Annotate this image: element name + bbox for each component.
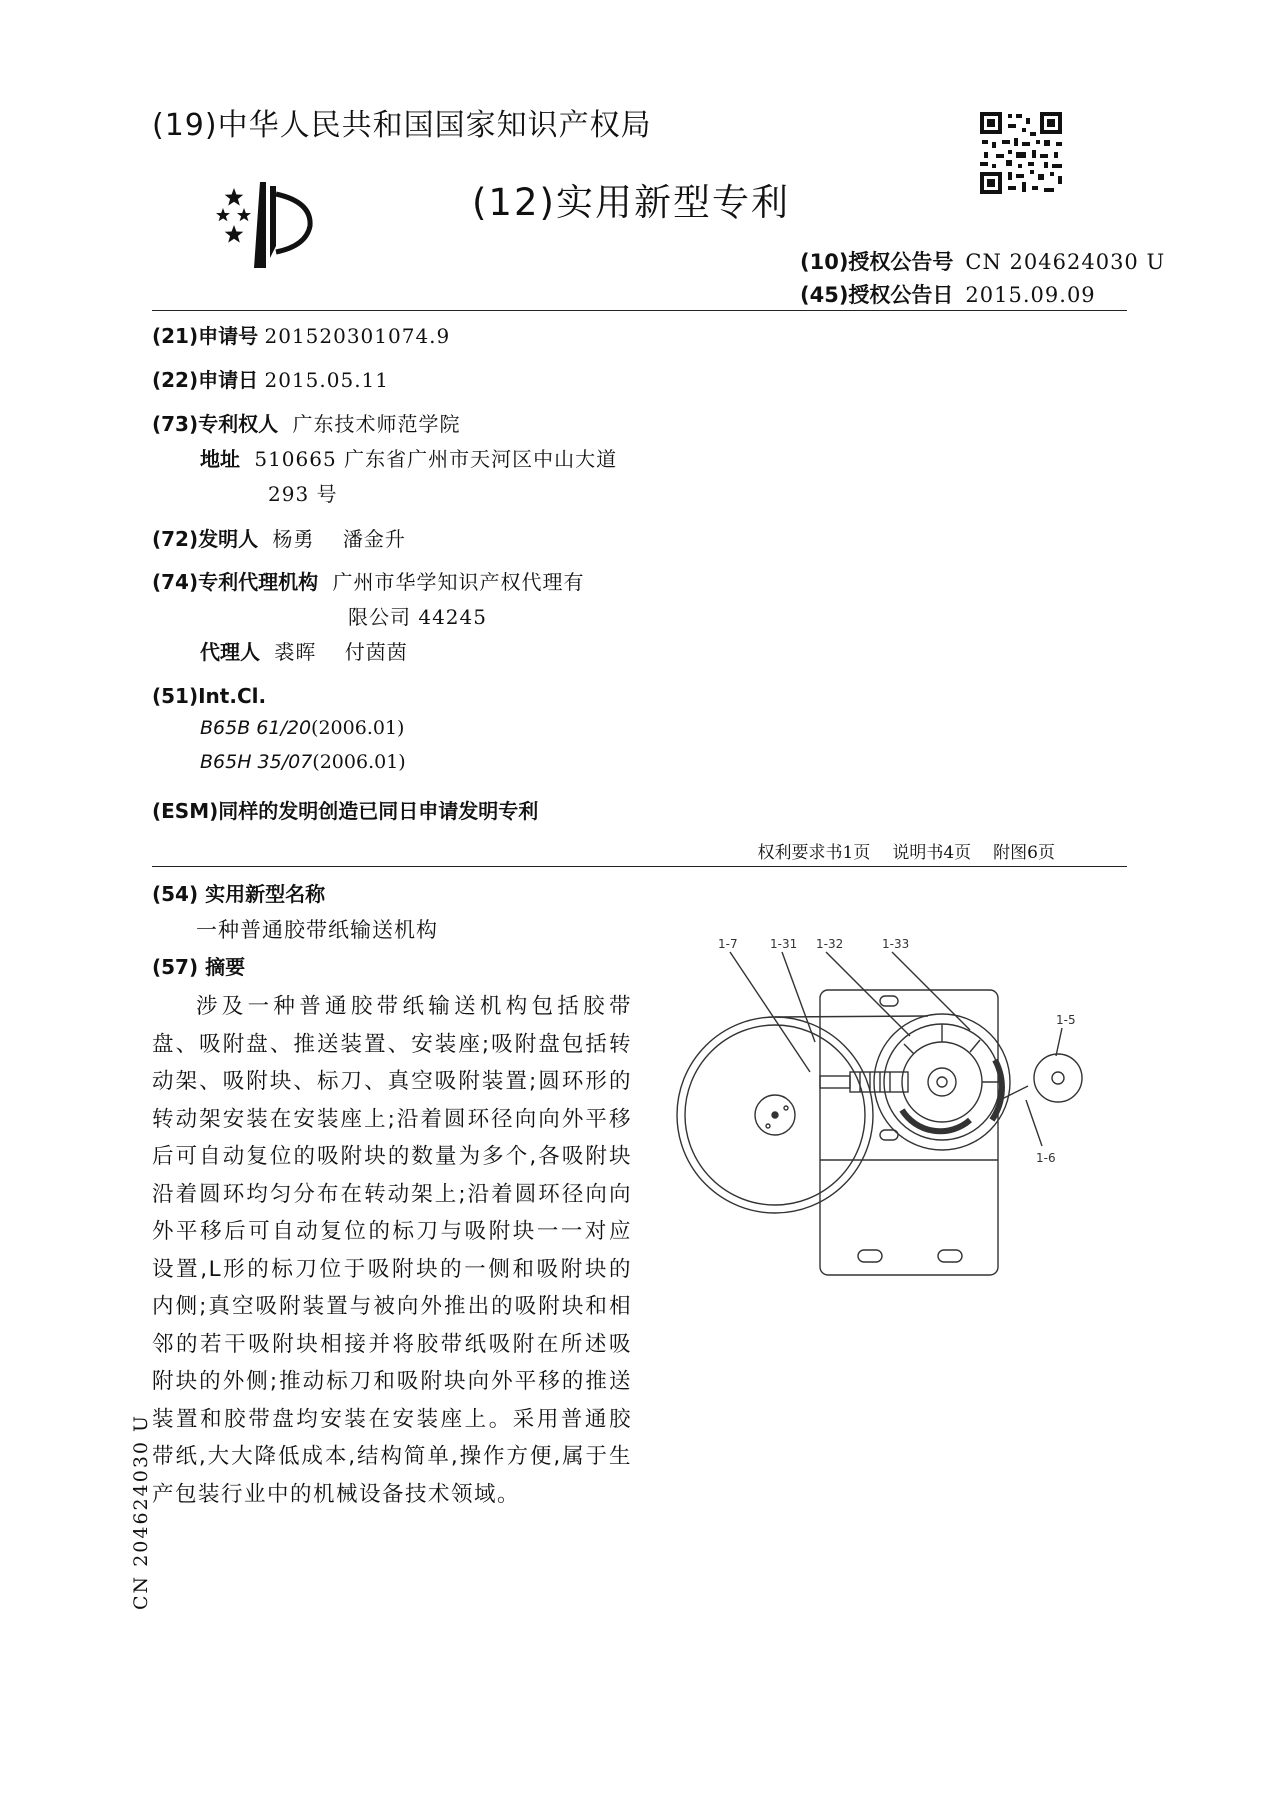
abstract-text: 涉及一种普通胶带纸输送机构包括胶带盘、吸附盘、推送装置、安装座;吸附盘包括转动架、吸附块、标刀、真空吸附装置;圆环形的转动架安装在安装座上;沿着圆环径向向外平移后可自动复位的吸附块的数量为多个,各吸附块沿着圆环均匀分布在转动架上;沿着圆环径向向外平移后可自动复位的标刀与吸附块一一对应设置,L形的标刀位于吸附块的一侧和吸附块的内侧;真空吸附装置与被向外推出的吸附块和相邻的若干吸附块相接并将胶带纸吸附在所述吸附块的外侧;推动标刀和吸附块向外平移的推送装置和胶带盘均安装在安装座上。采用普通胶带纸,大大降低成本,结构简单,操作方便,属于生产包装行业中的机械设备技术领域。 xyxy=(152,994,632,1507)
ipc-class-1 xyxy=(200,717,404,739)
application-date-label: (22)申请日 xyxy=(152,368,259,392)
address-line2: 293 号 xyxy=(268,482,338,506)
ipc-class-2 xyxy=(200,751,406,773)
publication-date: 2015.09.09 xyxy=(965,283,1096,307)
patentee-label: (73)专利权人 xyxy=(152,412,279,436)
application-number-row xyxy=(152,320,450,349)
side-publication-number: CN 204624030 U xyxy=(130,1413,152,1610)
figure-label-1-5: 1-5 xyxy=(1056,1013,1076,1027)
ipc-code-1: B65B 61/20 xyxy=(200,717,312,739)
application-date: 2015.05.11 xyxy=(264,368,389,392)
esm-note: (ESM)同样的发明创造已同日申请发明专利 xyxy=(152,799,539,823)
agency-label: (74)专利代理机构 xyxy=(152,570,319,594)
section-rule xyxy=(152,866,1127,867)
patentee: 广东技术师范学院 xyxy=(292,412,461,436)
ipc-code-2: B65H 35/07 xyxy=(200,751,313,773)
application-number: 201520301074.9 xyxy=(264,324,451,348)
address-row xyxy=(200,443,617,472)
title-label: (54) 实用新型名称 xyxy=(152,882,326,906)
agency-line1: 广州市华学知识产权代理有 xyxy=(332,570,585,594)
agent-label: 代理人 xyxy=(200,640,260,664)
cnipa-logo xyxy=(214,180,334,270)
figure-label-1-6: 1-6 xyxy=(1036,1151,1056,1165)
agent-1: 裘晖 xyxy=(274,640,317,664)
agency-line2: 限公司 44245 xyxy=(348,605,487,629)
inventor-1: 杨勇 xyxy=(272,527,315,551)
figure-label-1-32: 1-32 xyxy=(816,937,844,951)
document-type: (12)实用新型专利 xyxy=(472,181,790,224)
agency-row xyxy=(152,566,584,595)
ipc-version-2: (2006.01) xyxy=(312,751,406,773)
figure-label-1-31: 1-31 xyxy=(770,937,798,951)
inventors-label: (72)发明人 xyxy=(152,527,259,551)
utility-model-title: 一种普通胶带纸输送机构 xyxy=(196,918,438,942)
inventors-row xyxy=(152,523,406,552)
drawings-pages: 附图6页 xyxy=(993,843,1055,863)
inventor-2: 潘金升 xyxy=(342,527,406,551)
application-number-label: (21)申请号 xyxy=(152,324,259,348)
address-label: 地址 xyxy=(200,447,240,471)
figure-label-1-33: 1-33 xyxy=(882,937,910,951)
abstract-label: (57) 摘要 xyxy=(152,955,246,979)
office-name: (19)中华人民共和国国家知识产权局 xyxy=(152,108,652,143)
patentee-row xyxy=(152,408,460,437)
publication-number: CN 204624030 U xyxy=(965,250,1166,274)
header-rule xyxy=(152,310,1127,311)
figure-label-1-7: 1-7 xyxy=(718,937,738,951)
qr-code xyxy=(978,110,1064,196)
intcl-row xyxy=(152,684,266,708)
representative-drawing xyxy=(670,937,1130,1310)
agent-row xyxy=(200,636,408,665)
ipc-version-1: (2006.01) xyxy=(311,717,405,739)
page-counts xyxy=(736,838,1055,863)
description-pages: 说明书4页 xyxy=(892,843,972,863)
application-date-row xyxy=(152,364,389,393)
publication-number-label: (10)授权公告号 xyxy=(800,250,954,274)
address-line1: 510665 广东省广州市天河区中山大道 xyxy=(254,447,618,471)
publication-date-row xyxy=(800,279,1096,309)
publication-date-label: (45)授权公告日 xyxy=(800,283,954,307)
agent-2: 付茵茵 xyxy=(344,640,408,664)
publication-number-row xyxy=(800,246,1165,276)
intcl-label: (51)Int.Cl. xyxy=(152,684,267,708)
claims-pages: 权利要求书1页 xyxy=(757,843,871,863)
